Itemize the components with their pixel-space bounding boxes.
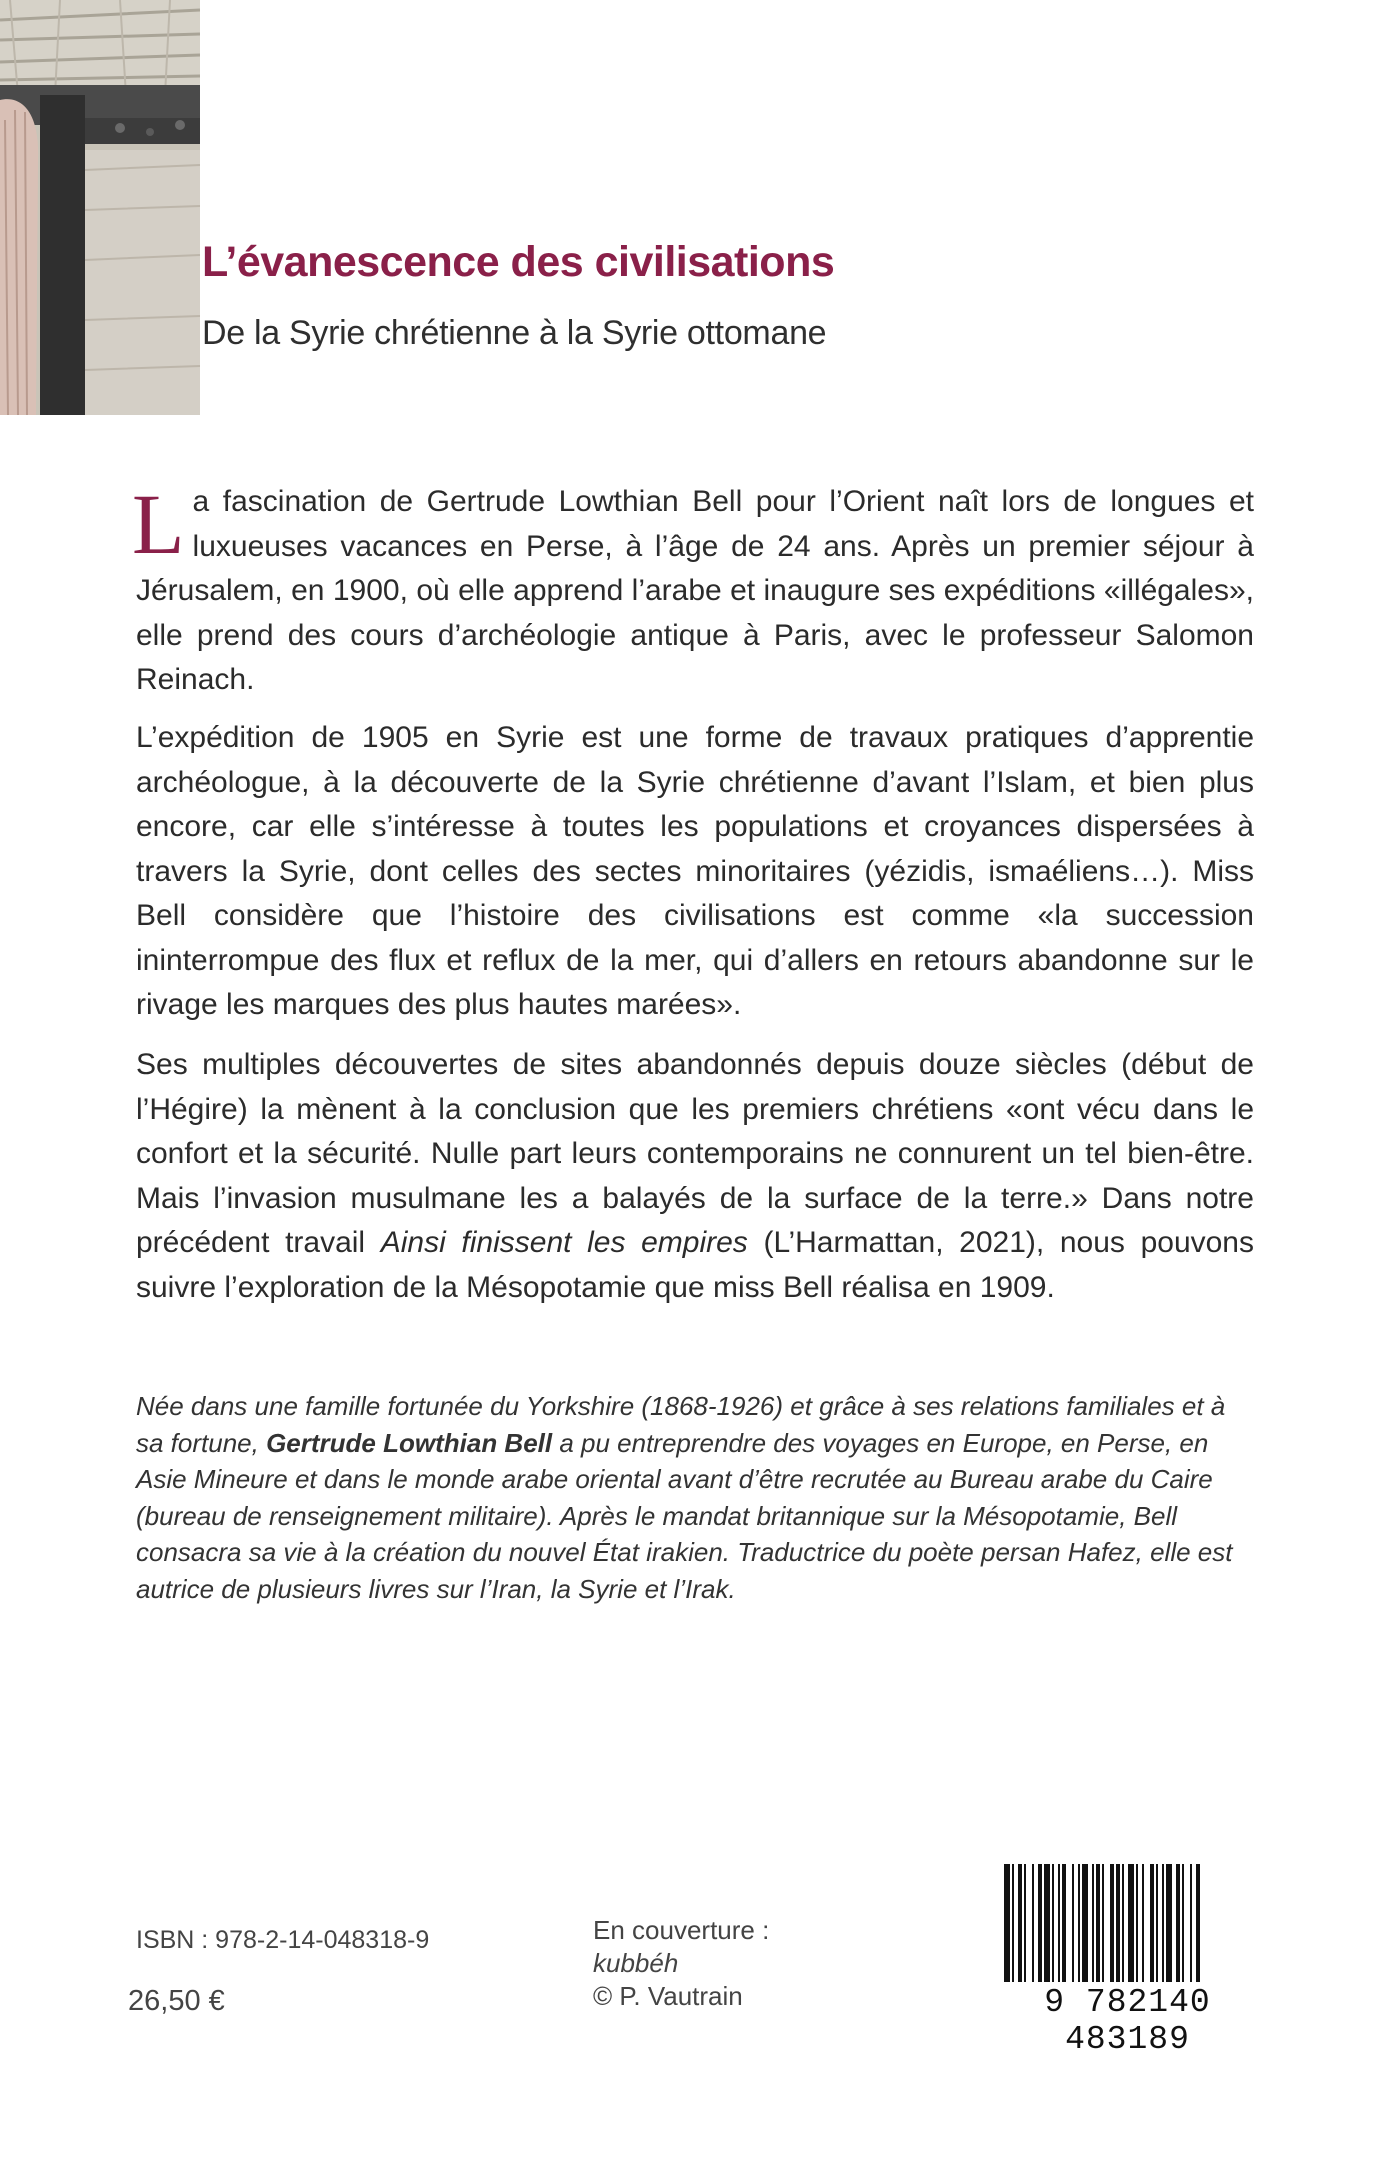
barcode-bar [1190, 1864, 1192, 1982]
isbn: ISBN : 978-2-14-048318-9 [136, 1926, 430, 1954]
barcode-bar [1196, 1864, 1200, 1982]
credit-label: En couverture : [593, 1915, 770, 1945]
barcode-icon [990, 1862, 1265, 1987]
barcode-bar [1122, 1864, 1124, 1982]
barcode-bar [1082, 1864, 1088, 1982]
barcode-bar [1136, 1864, 1138, 1982]
price: 26,50 € [128, 1985, 225, 2017]
barcode-bar [1038, 1864, 1042, 1982]
barcode-bar [1072, 1864, 1074, 1982]
barcode-bar [1062, 1864, 1066, 1982]
paragraph-3-text-end: (L’Harmattan, 2021), nous pouvons suivre l’exploration de la Mésopotamie que miss Bell réalisa en 1909. [136, 1226, 1254, 1304]
barcode-bar [1182, 1864, 1184, 1982]
credit-title: kubbéh [593, 1948, 679, 1978]
author-name: Gertrude Lowthian Bell [266, 1427, 553, 1458]
barcode-bar [1092, 1864, 1094, 1982]
barcode-number: 9 782140 483189 [1044, 1984, 1211, 2058]
barcode-bar [1156, 1864, 1158, 1982]
barcode-bar [1024, 1864, 1026, 1982]
bio-text-end: a pu entreprendre des voyages en Europe, en Perse, en Asie Mineure et dans le monde arabe oriental avant d’être recrutée au Bureau arabe du Caire (bureau de renseignement militaire). Après le mandat britannique sur la Mésopotamie, Bell consacra sa vie à la création du nouvel État irakien. Traductrice du poète persan Hafez, elle est autrice de plusieurs livres sur l’Iran, la Syrie et l’Irak. [136, 1427, 1233, 1604]
barcode-bar [1176, 1864, 1180, 1982]
barcode-bar [1096, 1864, 1100, 1982]
description-paragraph-3 [136, 1043, 1254, 1310]
author-bio [136, 1388, 1254, 1607]
paragraph-3-text-start: Ses multiples découvertes de sites abandonnés depuis douze siècles (début de l’Hégire) la mènent à la conclusion que les premiers chrétiens «ont vécu dans le confort et la sécurité. Nulle part leurs contemporains ne connurent un tel bien-être. Mais l’invasion musulmane les a balayés de la surface de la terre.» Dans notre précédent travail [136, 1048, 1254, 1259]
barcode-bar [1004, 1864, 1010, 1982]
barcode-bar [1128, 1864, 1134, 1982]
barcode-bar [1110, 1864, 1114, 1982]
barcode [990, 1862, 1265, 2058]
cover-credit [593, 1914, 769, 2013]
book-title: L’évanescence des civilisations [202, 238, 835, 286]
barcode-bar [1116, 1864, 1120, 1982]
book-reference-italic: Ainsi finissent les empires [380, 1226, 748, 1259]
barcode-bar [1102, 1864, 1104, 1982]
barcode-bar [1058, 1864, 1060, 1982]
bio-text-start: Née dans une famille fortunée du Yorkshire (1868-1926) et grâce à ses relations familiales et à sa fortune, [136, 1391, 1226, 1458]
credit-author: © P. Vautrain [593, 1981, 743, 2011]
description-paragraph-1 [132, 476, 1254, 703]
barcode-bar [1012, 1864, 1014, 1982]
barcode-bar [1044, 1864, 1050, 1982]
barcode-bar [1150, 1864, 1154, 1982]
book-subtitle: De la Syrie chrétienne à la Syrie ottomane [202, 314, 827, 352]
barcode-bar [1166, 1864, 1172, 1982]
dropcap-letter: L [132, 476, 185, 572]
cover-artwork [0, 0, 200, 415]
barcode-bar [1052, 1864, 1054, 1982]
paragraph-1-text: a fascination de Gertrude Lowthian Bell pour l’Orient naît lors de longues et luxueuses vacances en Perse, à l’âge de 24 ans. Après un premier séjour à Jérusalem, en 1900, où elle apprend l’arabe et inaugure ses expéditions «illégales», elle prend des cours d’archéologie antique à Paris, avec le professeur Salomon Reinach. [136, 485, 1254, 696]
barcode-bar [1162, 1864, 1164, 1982]
barcode-bar [1078, 1864, 1080, 1982]
barcode-bar [1032, 1864, 1034, 1982]
description-paragraph-2: L’expédition de 1905 en Syrie est une forme de travaux pratiques d’apprentie archéologue, à la découverte de la Syrie chrétienne d’avant l’Islam, et bien plus encore, car elle s’intéresse à toutes les populations et croyances dispersées à travers la Syrie, dont celles des sectes minoritaires (yézidis, ismaéliens…). Miss Bell considère que l’histoire des civilisations est comme «la succession ininterrompue des flux et reflux de la mer, qui d’allers en retours abandonne sur le rivage les marques des plus hautes marées». [136, 721, 1254, 1021]
barcode-bar [1018, 1864, 1022, 1982]
artwork-painting [0, 0, 200, 415]
barcode-bar [1142, 1864, 1144, 1982]
